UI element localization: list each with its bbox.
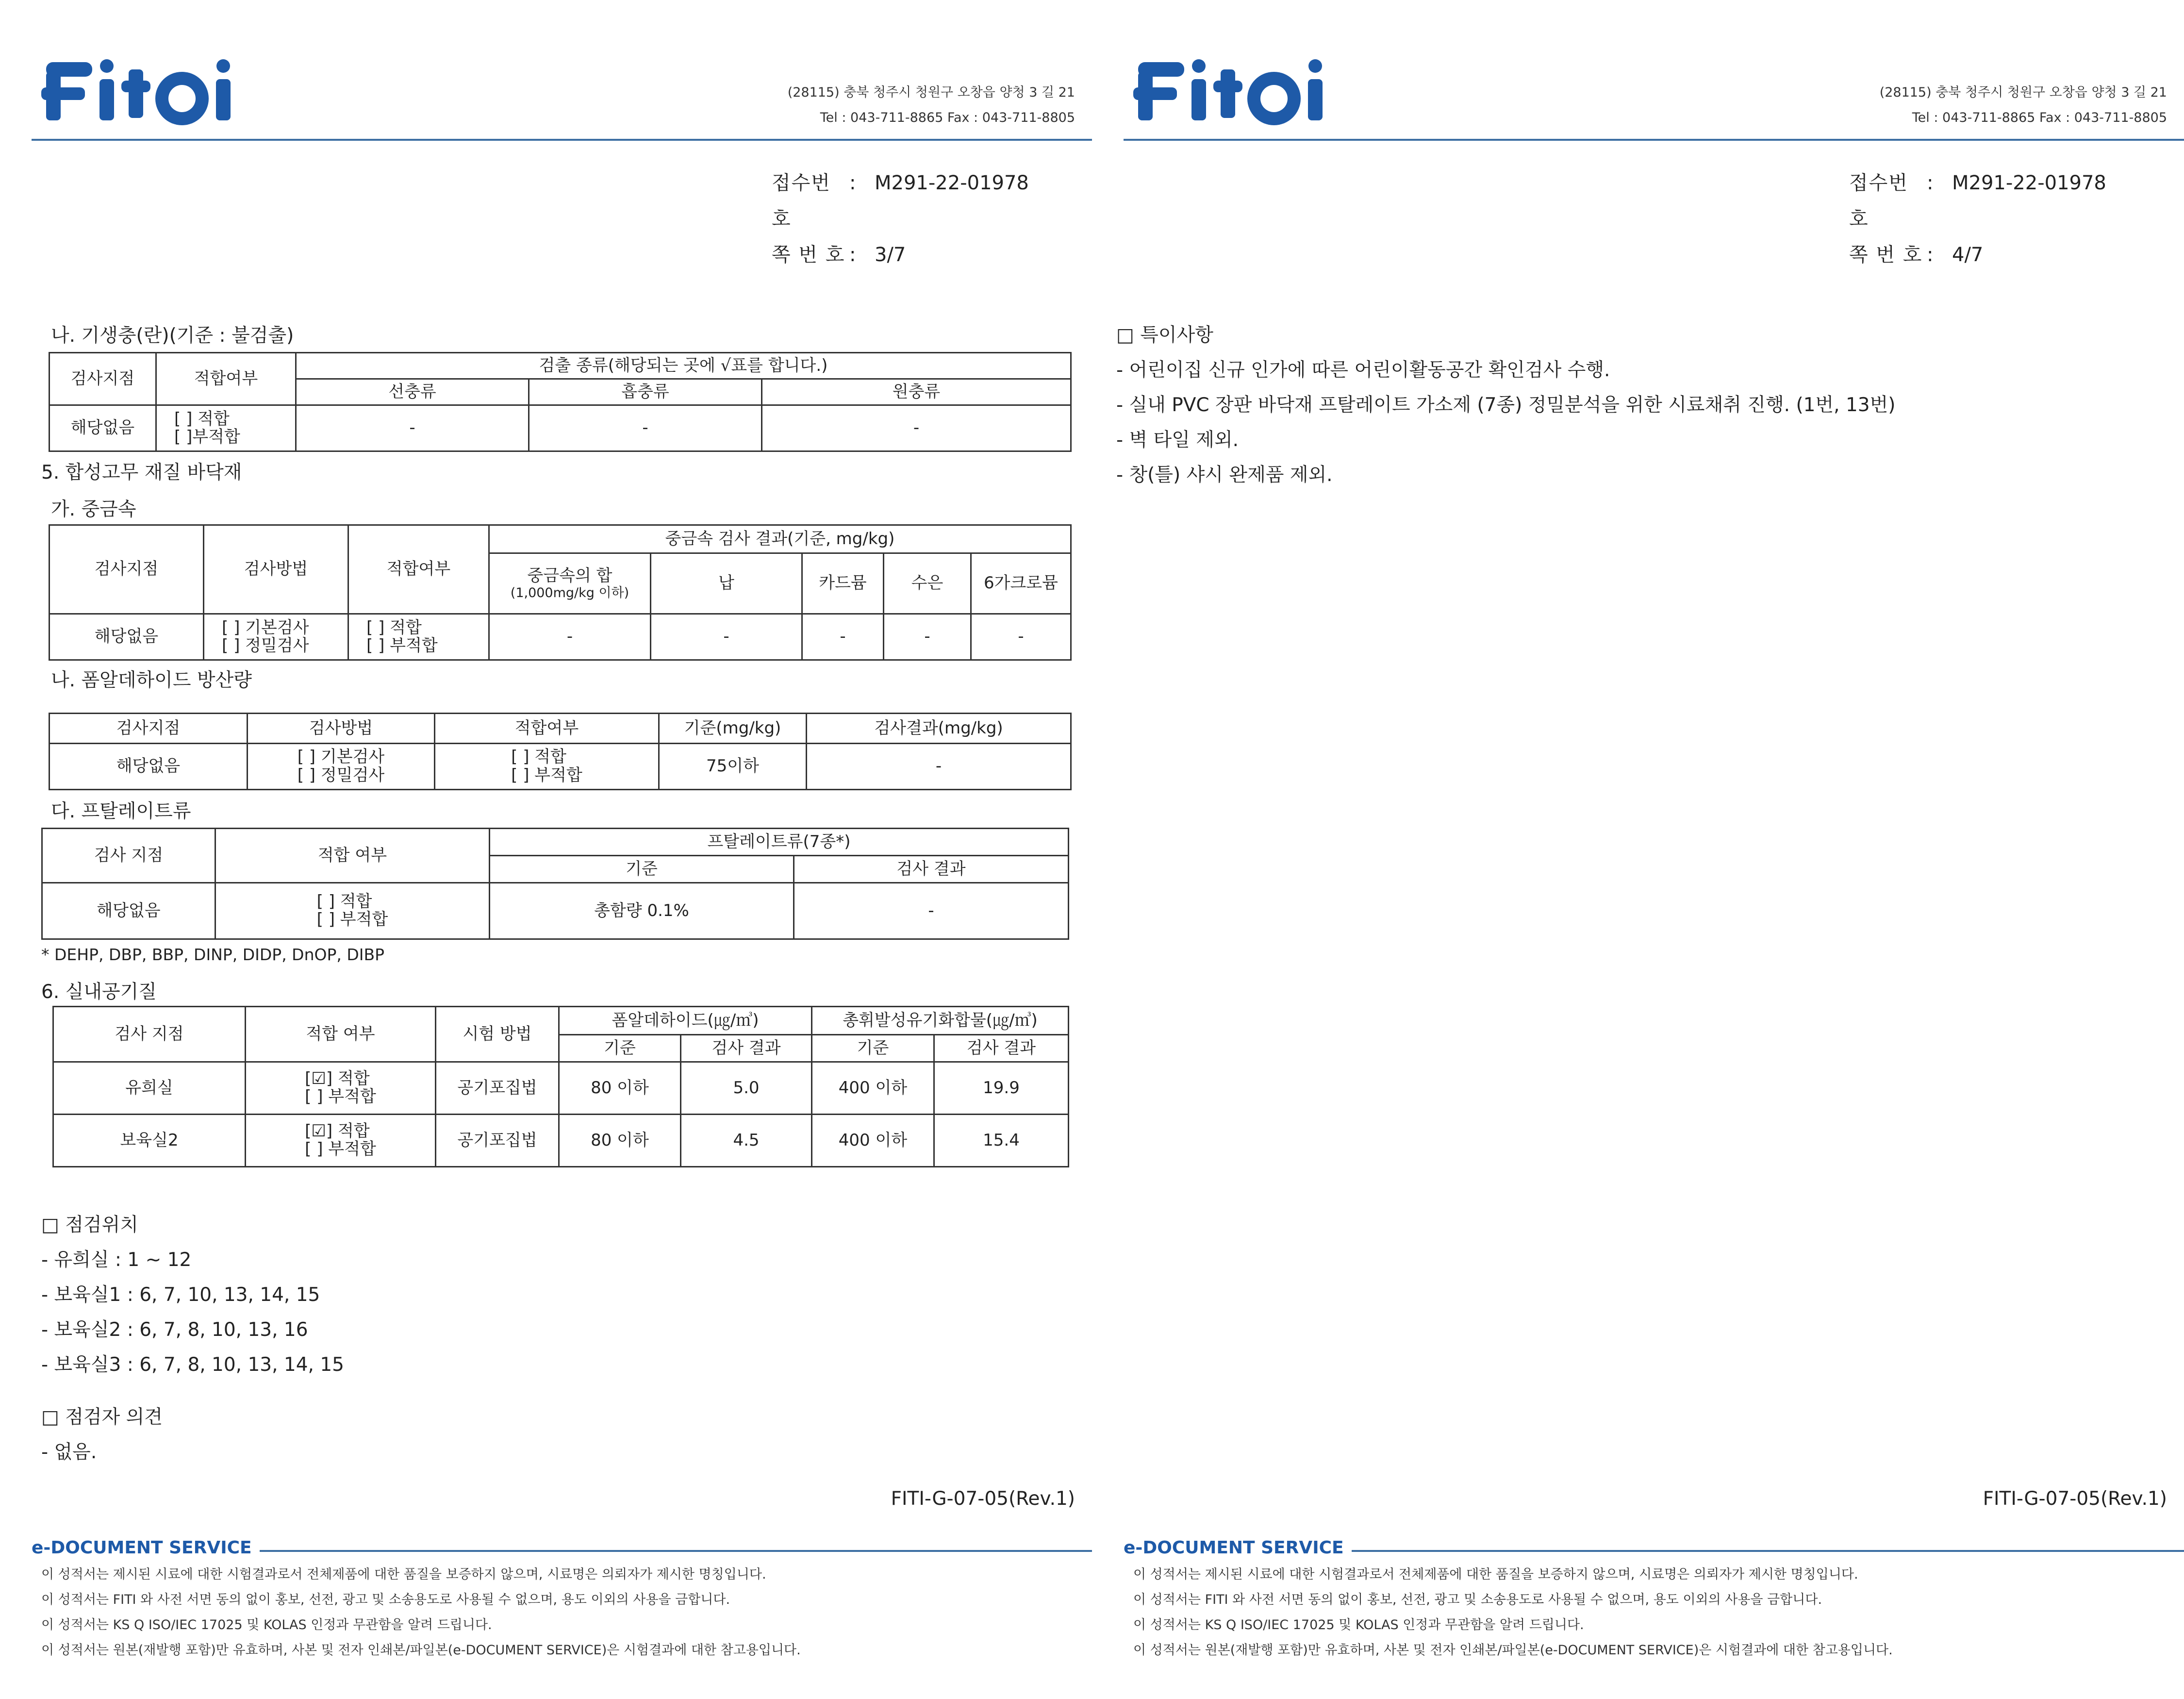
site-cell: 해당없음 — [42, 883, 215, 939]
header-cell: 검사 지점 — [53, 1007, 246, 1062]
value-cell: - — [802, 614, 884, 660]
page-label: 쪽 번 호 — [772, 244, 845, 266]
std-cell: 80 이하 — [559, 1062, 681, 1115]
indoor-air-title: 6. 실내공기질 — [41, 981, 157, 1003]
site-cell: 보육실2 — [53, 1115, 246, 1167]
inspector-opinion-title: □ 점검자 의견 — [41, 1406, 163, 1428]
receipt-label: 접수번호 — [772, 172, 831, 230]
header-cell: 검사결과(mg/kg) — [807, 714, 1071, 744]
header-cell: 적합여부 — [348, 525, 489, 614]
report-meta: 접수번호 : M291-22-01978 쪽 번 호 : 3/7 — [772, 165, 1029, 273]
pass-checkbox: [ ] 적합 — [511, 747, 566, 767]
list-item: - 보육실2 : 6, 7, 8, 10, 13, 16 — [41, 1319, 308, 1341]
header-cell: 검사지점 — [50, 353, 156, 405]
header-cell: 검사 지점 — [42, 829, 215, 883]
edoc-service-title: e-DOCUMENT SERVICE — [1124, 1538, 1344, 1558]
header-cell: 중금속 검사 결과(기준, mg/kg) — [489, 525, 1071, 553]
fail-checkbox: [ ] 부적합 — [305, 1139, 376, 1159]
header-cell: 검사 결과 — [681, 1035, 812, 1062]
formaldehyde-table — [49, 713, 1072, 790]
header-cell: 검사방법 — [204, 525, 348, 614]
special-notes-section — [1116, 318, 1895, 493]
header-cell: 원충류 — [762, 379, 1071, 405]
table-row — [42, 883, 1069, 939]
basic-test-checkbox: [ ] 기본검사 — [297, 747, 385, 767]
list-item: - 창(틀) 샤시 완제품 제외. — [1116, 464, 1333, 486]
header-cell: 6가크로뮴 — [971, 553, 1071, 614]
site-cell: 해당없음 — [50, 405, 156, 451]
value-cell: - — [651, 614, 802, 660]
pass-fail-cell — [215, 883, 490, 939]
footer-line: 이 성적서는 FITI 와 사전 서면 동의 없이 홍보, 선전, 광고 및 소송용도로 사용될 수 없으며, 용도 이외의 사용을 금합니다. — [1133, 1592, 1822, 1607]
header-cell: 적합여부 — [435, 714, 659, 744]
pass-fail-cell — [246, 1115, 436, 1167]
header-cell: 적합 여부 — [215, 829, 490, 883]
std-cell: 총함량 0.1% — [490, 883, 794, 939]
header-cell: 검출 종류(해당되는 곳에 √표를 합니다.) — [296, 353, 1071, 379]
header-divider — [1124, 139, 2184, 141]
formaldehyde-title: 나. 폼알데하이드 방산량 — [51, 669, 252, 691]
header-cell: 카드뮴 — [802, 553, 884, 614]
result-cell: 15.4 — [934, 1115, 1069, 1167]
footer-line: 이 성적서는 제시된 시료에 대한 시험결과로서 전체제품에 대한 품질을 보증하지 않으며, 시료명은 의뢰자가 제시한 명칭입니다. — [41, 1567, 766, 1582]
phthalate-note: * DEHP, DBP, BBP, DINP, DIDP, DnOP, DIBP — [41, 945, 385, 964]
std-cell: 75이하 — [659, 744, 807, 790]
table-row — [50, 744, 1071, 790]
heavy-metals-table — [49, 524, 1072, 661]
edoc-divider — [1352, 1550, 2184, 1552]
edoc-service-title: e-DOCUMENT SERVICE — [32, 1538, 252, 1558]
footer-line: 이 성적서는 원본(재발행 포함)만 유효하며, 사본 및 전자 인쇄본/파일본(e-DOCUMENT SERVICE)은 시험결과에 대한 참고용입니다. — [1133, 1643, 1893, 1658]
pass-checkbox: [ ] 적합 — [316, 891, 372, 911]
fail-checkbox: [ ] 부적합 — [366, 636, 438, 655]
std-cell: 400 이하 — [812, 1062, 934, 1115]
page-label: 쪽 번 호 — [1849, 244, 1923, 266]
precision-test-checkbox: [ ] 정밀검사 — [297, 765, 385, 785]
fiti-logo — [1133, 52, 1327, 125]
method-cell: 공기포집법 — [436, 1062, 559, 1115]
list-item: - 보육실3 : 6, 7, 8, 10, 13, 14, 15 — [41, 1354, 344, 1376]
header-cell: 기준 — [490, 856, 794, 883]
value-cell: - — [489, 614, 651, 660]
std-cell: 400 이하 — [812, 1115, 934, 1167]
header-cell: 수은 — [884, 553, 971, 614]
footer-notes — [1133, 1562, 1893, 1663]
table-row — [53, 1062, 1069, 1115]
parasite-title: 나. 기생충(란)(기준 : 불검출) — [51, 325, 294, 347]
value-cell: - — [296, 405, 529, 451]
fail-checkbox: [ ] 부적합 — [316, 910, 388, 930]
basic-test-checkbox: [ ] 기본검사 — [222, 617, 309, 637]
table-row — [50, 405, 1071, 451]
site-cell: 해당없음 — [50, 614, 204, 660]
pass-checkbox: [☑] 적합 — [305, 1121, 370, 1141]
pass-fail-cell — [156, 405, 296, 451]
inspector-opinion-section — [41, 1400, 163, 1470]
result-cell: 5.0 — [681, 1062, 812, 1115]
header-cell: 기준(mg/kg) — [659, 714, 807, 744]
header-contact: Tel : 043-711-8865 Fax : 043-711-8805 — [820, 110, 1075, 125]
footer-line: 이 성적서는 KS Q ISO/IEC 17025 및 KOLAS 인정과 무관함을 알려 드립니다. — [1133, 1617, 1584, 1632]
header-address: (28115) 충북 청주시 청원구 오창읍 양청 3 길 21 — [1879, 85, 2167, 100]
header-cell: 검사지점 — [50, 525, 204, 614]
header-cell: 납 — [651, 553, 802, 614]
result-cell: 4.5 — [681, 1115, 812, 1167]
precision-test-checkbox: [ ] 정밀검사 — [222, 636, 309, 655]
header-cell: 검사방법 — [248, 714, 435, 744]
list-item: - 어린이집 신규 인가에 따른 어린이활동공간 확인검사 수행. — [1116, 359, 1610, 381]
special-notes-title: □ 특이사항 — [1116, 324, 1213, 346]
receipt-label: 접수번호 — [1849, 172, 1908, 230]
metal-sum-std: (1,000mg/kg 이하) — [510, 585, 629, 601]
edoc-service-bar — [1124, 1538, 2184, 1561]
fail-checkbox: [ ] 부적합 — [511, 765, 582, 785]
metal-sum-label: 중금속의 합 — [527, 566, 612, 585]
list-item: - 없음. — [41, 1441, 97, 1463]
header-address-block — [788, 80, 1075, 131]
fail-checkbox: [ ] 부적합 — [305, 1087, 376, 1107]
header-cell: 총휘발성유기화합물(㎍/㎥) — [812, 1007, 1069, 1035]
footer-line: 이 성적서는 FITI 와 사전 서면 동의 없이 홍보, 선전, 광고 및 소송용도로 사용될 수 없으며, 용도 이외의 사용을 금합니다. — [41, 1592, 730, 1607]
footer-line: 이 성적서는 원본(재발행 포함)만 유효하며, 사본 및 전자 인쇄본/파일본(e-DOCUMENT SERVICE)은 시험결과에 대한 참고용입니다. — [41, 1643, 801, 1658]
report-meta: 접수번호 : M291-22-01978 쪽 번 호 : 4/7 — [1849, 165, 2106, 273]
list-item: - 유희실 : 1 ~ 12 — [41, 1249, 192, 1271]
result-cell: 19.9 — [934, 1062, 1069, 1115]
receipt-number: M291-22-01978 — [1952, 172, 2106, 194]
header-cell: 선충류 — [296, 379, 529, 405]
result-cell: - — [794, 883, 1069, 939]
header-cell: 프탈레이트류(7종*) — [490, 829, 1069, 856]
doc-code: FITI-G-07-05(Rev.1) — [1983, 1488, 2167, 1510]
receipt-number: M291-22-01978 — [875, 172, 1029, 194]
report-page-right — [1092, 0, 2184, 1699]
header-cell: 검사 결과 — [794, 856, 1069, 883]
doc-code: FITI-G-07-05(Rev.1) — [891, 1488, 1075, 1510]
edoc-divider — [260, 1550, 1092, 1552]
list-item: - 실내 PVC 장판 바닥재 프탈레이트 가소제 (7종) 정밀분석을 위한 시료채취 진행. (1번, 13번) — [1116, 394, 1896, 416]
phthalate-title: 다. 프탈레이트류 — [51, 800, 191, 822]
pass-fail-cell — [435, 744, 659, 790]
page-number: 3/7 — [875, 244, 906, 266]
table-row — [50, 614, 1071, 660]
parasite-table — [49, 352, 1072, 452]
site-cell: 유희실 — [53, 1062, 246, 1115]
pass-checkbox: [☑] 적합 — [305, 1068, 370, 1088]
value-cell: - — [529, 405, 762, 451]
header-cell: 기준 — [812, 1035, 934, 1062]
metals-title: 가. 중금속 — [51, 499, 136, 520]
pass-checkbox: [ ] 적합 — [366, 617, 422, 637]
value-cell: - — [971, 614, 1071, 660]
value-cell: - — [884, 614, 971, 660]
pass-fail-cell — [246, 1062, 436, 1115]
rubber-floor-title: 5. 합성고무 재질 바닥재 — [41, 462, 242, 483]
std-cell: 80 이하 — [559, 1115, 681, 1167]
method-cell — [248, 744, 435, 790]
inspection-location-section — [41, 1208, 344, 1383]
pass-checkbox: [ ] 적합 — [174, 409, 230, 429]
site-cell: 해당없음 — [50, 744, 248, 790]
header-address-block — [1880, 80, 2167, 131]
list-item: - 보육실1 : 6, 7, 10, 13, 14, 15 — [41, 1284, 320, 1306]
phthalate-table — [41, 828, 1069, 940]
header-cell: 흡충류 — [529, 379, 762, 405]
footer-line: 이 성적서는 제시된 시료에 대한 시험결과로서 전체제품에 대한 품질을 보증하지 않으며, 시료명은 의뢰자가 제시한 명칭입니다. — [1133, 1567, 1858, 1582]
fiti-logo — [41, 52, 235, 125]
indoor-air-table — [52, 1006, 1069, 1167]
page-number: 4/7 — [1952, 244, 1984, 266]
pass-fail-cell — [348, 614, 489, 660]
list-item: - 벽 타일 제외. — [1116, 429, 1239, 451]
fail-checkbox: [ ]부적합 — [174, 427, 240, 447]
header-address: (28115) 충북 청주시 청원구 오창읍 양청 3 길 21 — [787, 85, 1075, 100]
value-cell: - — [762, 405, 1071, 451]
inspection-location-title: □ 점검위치 — [41, 1214, 138, 1236]
header-cell: 검사 결과 — [934, 1035, 1069, 1062]
result-cell: - — [807, 744, 1071, 790]
header-cell: 폼알데하이드(㎍/㎥) — [559, 1007, 812, 1035]
footer-line: 이 성적서는 KS Q ISO/IEC 17025 및 KOLAS 인정과 무관함을 알려 드립니다. — [41, 1617, 492, 1632]
header-cell: 검사지점 — [50, 714, 248, 744]
method-cell: 공기포집법 — [436, 1115, 559, 1167]
method-cell — [204, 614, 348, 660]
header-cell — [489, 553, 651, 614]
table-row — [53, 1115, 1069, 1167]
header-cell: 적합여부 — [156, 353, 296, 405]
header-contact: Tel : 043-711-8865 Fax : 043-711-8805 — [1912, 110, 2167, 125]
header-cell: 기준 — [559, 1035, 681, 1062]
header-cell: 적합 여부 — [246, 1007, 436, 1062]
header-divider — [32, 139, 1092, 141]
edoc-service-bar — [32, 1538, 1092, 1561]
footer-notes — [41, 1562, 801, 1663]
header-cell: 시험 방법 — [436, 1007, 559, 1062]
